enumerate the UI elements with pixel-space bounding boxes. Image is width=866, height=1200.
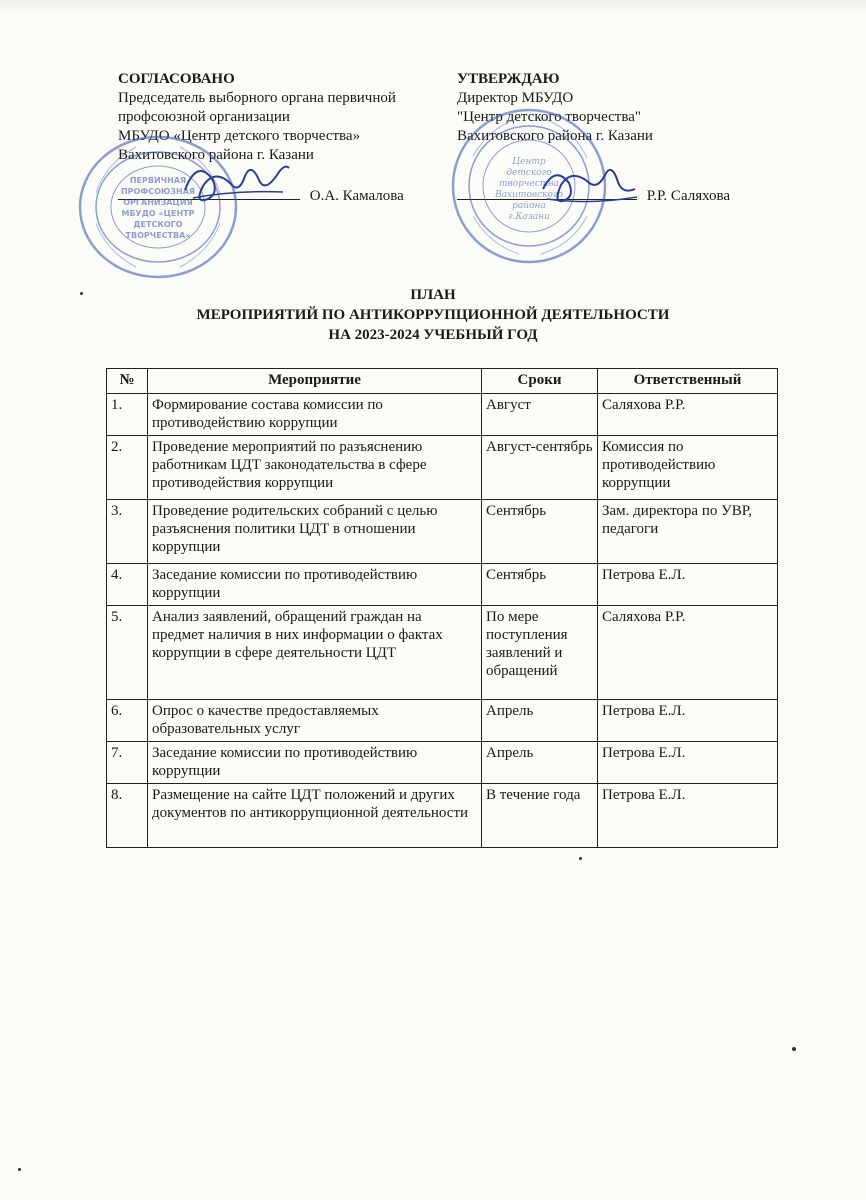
approved-heading: УТВЕРЖДАЮ [457,71,560,87]
row-event: Размещение на сайте ЦДТ положений и других документов по антикоррупционной деятельности [148,784,482,848]
row-responsible: Петрова Е.Л. [598,564,778,606]
row-term: Сентябрь [482,500,598,564]
header-num: № [107,369,148,394]
agreed-signer-name: О.А. Камалова [309,188,404,204]
svg-text:ПРОФСОЮЗНАЯ: ПРОФСОЮЗНАЯ [120,187,196,196]
svg-text:Центр: Центр [512,157,546,167]
row-term: В течение года [482,784,598,848]
row-term: Август [482,394,598,436]
row-num: 3. [107,500,148,564]
approved-signature [535,155,645,225]
table-row [107,784,778,848]
svg-text:ТВОРЧЕСТВА»: ТВОРЧЕСТВА» [125,231,191,240]
row-event: Анализ заявлений, обращений граждан на предмет наличия в них информации о фактах коррупции в сфере деятельности ЦДТ [148,606,482,700]
header-event: Мероприятие [148,369,482,394]
row-event: Опрос о качестве предоставляемых образовательных услуг [148,700,482,742]
row-num: 2. [107,436,148,500]
table-row [107,742,778,784]
table-row [107,500,778,564]
row-term: Август-сентябрь [482,436,598,500]
agreed-signature [175,150,295,220]
row-responsible: Саляхова Р.Р. [598,606,778,700]
table-header-row [107,369,778,394]
document-year: НА 2023-2024 УЧЕБНЫЙ ГОД [328,327,538,343]
svg-text:творчества: творчества [498,179,560,189]
row-responsible: Петрова Е.Л. [598,700,778,742]
row-num: 1. [107,394,148,436]
row-num: 8. [107,784,148,848]
row-event: Заседание комиссии по противодействию коррупции [148,742,482,784]
row-num: 7. [107,742,148,784]
agreed-heading: СОГЛАСОВАНО [118,71,235,87]
row-responsible: Петрова Е.Л. [598,784,778,848]
approved-line: "Центр детского творчества" [457,109,641,125]
scan-edge-shadow [0,0,866,14]
row-event: Заседание комиссии по противодействию коррупции [148,564,482,606]
row-term: Апрель [482,700,598,742]
scan-speck [792,1047,796,1051]
row-term: Сентябрь [482,564,598,606]
header-responsible: Ответственный [598,369,778,394]
scan-speck [579,857,582,860]
document-subtitle: МЕРОПРИЯТИЙ ПО АНТИКОРРУПЦИОННОЙ ДЕЯТЕЛЬНОСТИ [196,307,670,323]
svg-text:ПЕРВИЧНАЯ: ПЕРВИЧНАЯ [129,176,187,185]
table-row [107,700,778,742]
agreed-line: МБУДО «Центр детского творчества» [118,128,361,144]
agreed-line: Председатель выборного органа первичной [118,90,396,106]
svg-text:МБУДО «ЦЕНТР: МБУДО «ЦЕНТР [121,209,195,218]
row-responsible: Зам. директора по УВР, педагоги [598,500,778,564]
plan-table [106,368,778,848]
row-num: 4. [107,564,148,606]
row-responsible: Петрова Е.Л. [598,742,778,784]
row-num: 5. [107,606,148,700]
row-responsible: Комиссия по противодействию коррупции [598,436,778,500]
svg-text:Вахитовского: Вахитовского [495,190,563,200]
table-row [107,436,778,500]
approved-line: Директор МБУДО [457,90,574,106]
svg-text:ДЕТСКОГО: ДЕТСКОГО [133,220,183,229]
row-num: 6. [107,700,148,742]
approved-signer-name: Р.Р. Саляхова [646,188,731,204]
table-row [107,606,778,700]
svg-text:детского: детского [506,168,552,178]
svg-text:г.Казани: г.Казани [508,212,550,222]
svg-text:района: района [512,201,546,211]
svg-text:ОРГАНИЗАЦИЯ: ОРГАНИЗАЦИЯ [123,198,193,207]
table-row [107,394,778,436]
header-term: Сроки [482,369,598,394]
row-term: По мере поступления заявлений и обращений [482,606,598,700]
row-event: Проведение родительских собраний с целью разъяснения политики ЦДТ в отношении коррупции [148,500,482,564]
row-responsible: Саляхова Р.Р. [598,394,778,436]
document-title: ПЛАН [410,287,456,303]
agreed-line: профсоюзной организации [118,109,290,125]
scan-speck [80,292,83,295]
table-row [107,564,778,606]
row-term: Апрель [482,742,598,784]
approved-line: Вахитовского района г. Казани [457,128,653,144]
scan-speck [18,1168,21,1171]
agreed-line: Вахитовского района г. Казани [118,147,314,163]
row-event: Проведение мероприятий по разъяснению работникам ЦДТ законодательства в сфере противодействия коррупции [148,436,482,500]
row-event: Формирование состава комиссии по противодействию коррупции [148,394,482,436]
